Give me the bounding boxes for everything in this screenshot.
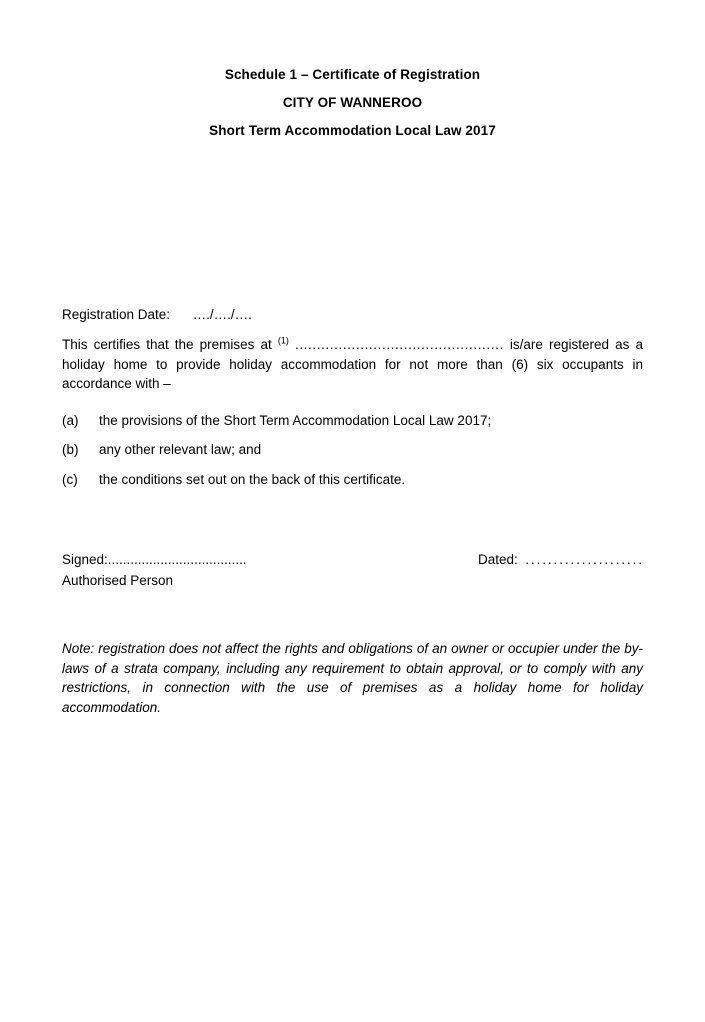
list-item <box>62 440 643 460</box>
signed-field <box>62 549 478 570</box>
page-title: Schedule 1 – Certificate of Registration <box>224 67 481 82</box>
registration-date-label: Registration Date: <box>62 307 171 322</box>
organisation-heading: CITY OF WANNEROO <box>282 95 423 110</box>
heading-group <box>62 0 643 145</box>
certification-paragraph <box>62 335 643 394</box>
list-item-text: any other relevant law; and <box>99 442 262 457</box>
dated-field <box>478 549 644 570</box>
registration-date-value: …./…./…. <box>192 307 252 322</box>
authorised-person-label: Authorised Person <box>62 573 174 588</box>
list-item-text: the provisions of the Short Term Accommodation Local Law 2017; <box>99 412 492 428</box>
list-item-text: the conditions set out on the back of this certificate. <box>99 471 406 487</box>
document-body <box>62 0 643 717</box>
list-item <box>62 411 643 431</box>
dated-blank-field[interactable]: ..................... <box>525 552 644 567</box>
signed-label: Signed: <box>62 552 108 567</box>
list-item <box>62 470 643 490</box>
note-paragraph: Note: registration does not affect the rights and obligations of an owner or occupier under the by-laws of a strata company, including any requirement to obtain approval, or to comply with any restrictions, in connection with the use of premises as a holiday home for holiday accommodation. <box>62 641 643 715</box>
law-title-heading: Short Term Accommodation Local Law 2017 <box>209 123 496 138</box>
signature-row <box>62 549 643 570</box>
dated-label: Dated: <box>478 552 518 567</box>
certification-lead-text: This certifies that the premises at <box>62 337 272 352</box>
list-item-label: (a) <box>62 412 79 428</box>
footnote-marker: (1) <box>277 335 289 346</box>
list-item-label: (b) <box>62 442 79 457</box>
premises-blank-field[interactable]: ................................................ <box>294 337 504 352</box>
registration-date-line <box>62 305 643 325</box>
signed-blank-field[interactable]: ..................................... <box>107 552 247 567</box>
certification-trailing-text: is/are registered as a holiday home to provide holiday accommodation for not more than (6) six occupants in accordance with – <box>62 337 643 391</box>
list-item-label: (c) <box>62 471 78 487</box>
conditions-list <box>62 411 643 490</box>
signature-block <box>62 549 643 591</box>
